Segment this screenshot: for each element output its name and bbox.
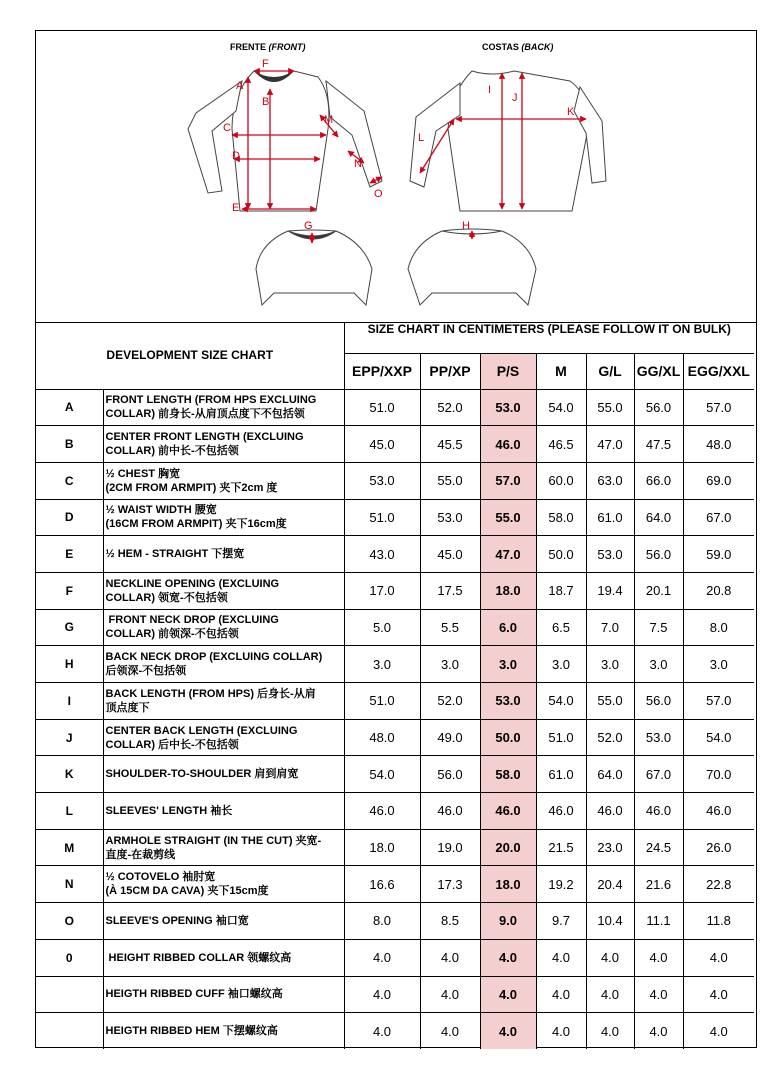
measurement-row [36, 719, 754, 756]
measurement-row [36, 536, 754, 573]
size-value: 54.0 [536, 683, 586, 720]
description-line: ARMHOLE STRAIGHT (IN THE CUT) 夹宽- [105, 834, 322, 847]
size-value: 47.0 [586, 426, 634, 463]
size-value: 64.0 [634, 499, 683, 536]
size-value: 55.0 [420, 462, 480, 499]
size-value: 3.0 [344, 646, 420, 683]
description-line: COLLAR) 前身长-从肩顶点度下不包括领 [105, 408, 305, 421]
front-view-title: FRENTE (FRONT) [230, 42, 306, 52]
letter-A: A [236, 80, 244, 92]
measurement-description [103, 939, 344, 976]
measurement-description [103, 426, 344, 463]
size-value: 59.0 [683, 536, 754, 573]
letter-M: M [324, 114, 334, 126]
size-value: 52.0 [420, 683, 480, 720]
measurement-code: B [36, 426, 103, 463]
size-value-highlight: 57.0 [480, 462, 536, 499]
measurement-row [36, 756, 754, 793]
measurement-code: C [36, 462, 103, 499]
measurement-code: K [36, 756, 103, 793]
description-line: HEIGHT RIBBED COLLAR 领螺纹高 [105, 951, 292, 964]
measurement-code: E [36, 536, 103, 573]
size-value: 46.0 [634, 793, 683, 830]
description-line: ½ COTOVELO 袖肘宽 [105, 871, 216, 884]
size-header: G/L [586, 353, 634, 389]
measurement-code: N [36, 866, 103, 903]
description-line: COLLAR) 后中长-不包括领 [105, 738, 239, 751]
size-value: 70.0 [683, 756, 754, 793]
size-value: 48.0 [683, 426, 754, 463]
measurement-code: O [36, 903, 103, 940]
size-value: 53.0 [344, 462, 420, 499]
size-value-highlight: 55.0 [480, 499, 536, 536]
size-value: 50.0 [536, 536, 586, 573]
description-line: NECKLINE OPENING (EXCLUING [105, 577, 280, 590]
description-line: COLLAR) 领宽-不包括领 [105, 591, 228, 604]
size-value: 60.0 [536, 462, 586, 499]
size-value: 56.0 [420, 756, 480, 793]
description-line: FRONT LENGTH (FROM HPS EXCLUING [105, 394, 317, 407]
measurement-description [103, 756, 344, 793]
size-value: 4.0 [536, 976, 586, 1013]
description-line: FRONT NECK DROP (EXCLUING [105, 614, 279, 627]
size-value: 19.4 [586, 572, 634, 609]
measurement-row [36, 866, 754, 903]
measurement-code: I [36, 683, 103, 720]
measurement-code: A [36, 389, 103, 426]
description-line: BACK NECK DROP (EXCLUING COLLAR) [105, 651, 323, 664]
size-value: 54.0 [344, 756, 420, 793]
description-line: 直度-在裁剪线 [105, 848, 176, 861]
measurement-description [103, 646, 344, 683]
measurement-description [103, 609, 344, 646]
measurement-code [36, 976, 103, 1013]
measurement-row [36, 829, 754, 866]
size-value: 8.0 [683, 609, 754, 646]
size-value-highlight: 20.0 [480, 829, 536, 866]
measurement-row [36, 462, 754, 499]
size-value-highlight: 4.0 [480, 1013, 536, 1050]
size-header: M [536, 353, 586, 389]
size-value: 51.0 [344, 389, 420, 426]
description-line: COLLAR) 前领深-不包括领 [105, 628, 239, 641]
size-value: 8.0 [344, 903, 420, 940]
size-value: 56.0 [634, 683, 683, 720]
letter-D: D [232, 150, 240, 162]
size-value: 48.0 [344, 719, 420, 756]
size-value: 6.5 [536, 609, 586, 646]
size-value: 17.3 [420, 866, 480, 903]
size-value: 4.0 [586, 976, 634, 1013]
letter-C: C [223, 122, 231, 134]
size-value: 61.0 [536, 756, 586, 793]
size-value: 4.0 [344, 939, 420, 976]
size-value: 46.0 [344, 793, 420, 830]
measurement-description [103, 389, 344, 426]
description-line: (2CM FROM ARMPIT) 夹下2cm 度 [105, 481, 278, 494]
size-value: 46.0 [420, 793, 480, 830]
measurement-row [36, 389, 754, 426]
measurement-description [103, 976, 344, 1013]
measurement-code: G [36, 609, 103, 646]
size-value-highlight: 46.0 [480, 426, 536, 463]
measurement-row [36, 572, 754, 609]
size-value-highlight: 3.0 [480, 646, 536, 683]
size-value: 16.6 [344, 866, 420, 903]
description-line: SLEEVE'S OPENING 袖口宽 [105, 914, 249, 927]
size-value: 56.0 [634, 536, 683, 573]
measurement-description [103, 499, 344, 536]
size-value: 53.0 [420, 499, 480, 536]
size-value: 5.0 [344, 609, 420, 646]
description-line: HEIGTH RIBBED HEM 下摆螺纹高 [105, 1025, 278, 1038]
letter-L: L [418, 132, 425, 144]
size-value-highlight: 58.0 [480, 756, 536, 793]
measurement-description [103, 793, 344, 830]
measurement-row [36, 793, 754, 830]
measurement-description [103, 719, 344, 756]
measurement-code: H [36, 646, 103, 683]
size-value: 4.0 [344, 1013, 420, 1050]
size-value-highlight: 18.0 [480, 866, 536, 903]
back-view-title: COSTAS (BACK) [482, 42, 554, 52]
size-value: 23.0 [586, 829, 634, 866]
description-line: CENTER BACK LENGTH (EXCLUING [105, 724, 298, 737]
measurement-row [36, 903, 754, 940]
size-value: 64.0 [586, 756, 634, 793]
letter-K: K [567, 106, 575, 118]
size-value: 49.0 [420, 719, 480, 756]
size-value: 10.4 [586, 903, 634, 940]
size-value: 46.0 [536, 793, 586, 830]
size-value: 3.0 [420, 646, 480, 683]
size-value: 3.0 [586, 646, 634, 683]
measurement-code: M [36, 829, 103, 866]
size-value: 21.5 [536, 829, 586, 866]
size-value: 7.0 [586, 609, 634, 646]
measurement-row [36, 976, 754, 1013]
measurement-description [103, 1013, 344, 1050]
size-value: 69.0 [683, 462, 754, 499]
measurement-code: F [36, 572, 103, 609]
size-value: 45.5 [420, 426, 480, 463]
size-value: 5.5 [420, 609, 480, 646]
measurement-code: 0 [36, 939, 103, 976]
size-value: 47.5 [634, 426, 683, 463]
description-line: BACK LENGTH (FROM HPS) 后身长-从肩 [105, 687, 316, 700]
measurement-code [36, 1013, 103, 1050]
size-value: 67.0 [683, 499, 754, 536]
size-value: 7.5 [634, 609, 683, 646]
front-neck-detail [256, 230, 372, 305]
size-value: 51.0 [344, 499, 420, 536]
measurement-description [103, 683, 344, 720]
size-value: 3.0 [536, 646, 586, 683]
description-line: CENTER FRONT LENGTH (EXCLUING [105, 431, 304, 444]
size-value: 26.0 [683, 829, 754, 866]
size-value: 45.0 [344, 426, 420, 463]
size-value-highlight: 46.0 [480, 793, 536, 830]
size-value: 18.7 [536, 572, 586, 609]
measurement-row [36, 646, 754, 683]
size-chart-title: SIZE CHART IN CENTIMETERS (PLEASE FOLLOW IT ON BULK) [367, 322, 731, 337]
letter-B: B [262, 96, 270, 108]
measurement-row [36, 609, 754, 646]
size-value: 4.0 [586, 939, 634, 976]
measurement-code: L [36, 793, 103, 830]
letter-F: F [262, 58, 269, 70]
header-title-cell [344, 322, 754, 353]
size-value: 58.0 [536, 499, 586, 536]
size-value: 17.0 [344, 572, 420, 609]
description-line: SHOULDER-TO-SHOULDER 肩到肩宽 [105, 768, 299, 781]
description-line: ½ CHEST 胸宽 [105, 467, 181, 480]
description-line: (16CM FROM ARMPIT) 夹下16cm度 [105, 518, 287, 531]
measurement-code: J [36, 719, 103, 756]
size-value: 61.0 [586, 499, 634, 536]
size-value: 24.5 [634, 829, 683, 866]
development-title: DEVELOPMENT SIZE CHART [36, 322, 344, 389]
size-value: 20.1 [634, 572, 683, 609]
size-value: 43.0 [344, 536, 420, 573]
size-value-highlight: 47.0 [480, 536, 536, 573]
description-line: (À 15CM DA CAVA) 夹下15cm度 [105, 885, 269, 898]
size-value: 4.0 [420, 976, 480, 1013]
size-header: EGG/XXL [683, 353, 754, 389]
size-value-highlight: 9.0 [480, 903, 536, 940]
size-chart-body [36, 322, 754, 1049]
size-value: 53.0 [634, 719, 683, 756]
size-header: PP/XP [420, 353, 480, 389]
size-value: 3.0 [683, 646, 754, 683]
garment-diagram [36, 31, 756, 323]
measurement-description [103, 536, 344, 573]
size-value-highlight: 50.0 [480, 719, 536, 756]
size-chart-table [36, 322, 754, 1049]
description-line: SLEEVES' LENGTH 袖长 [105, 804, 233, 817]
letter-J: J [512, 92, 518, 104]
measurement-description [103, 866, 344, 903]
letter-E: E [232, 202, 240, 214]
back-neck-detail [408, 229, 536, 305]
size-value-highlight: 4.0 [480, 939, 536, 976]
size-header: EPP/XXP [344, 353, 420, 389]
size-value: 52.0 [586, 719, 634, 756]
size-value-highlight: 18.0 [480, 572, 536, 609]
size-value: 4.0 [420, 1013, 480, 1050]
size-value: 9.7 [536, 903, 586, 940]
size-value: 67.0 [634, 756, 683, 793]
measurement-row [36, 1013, 754, 1050]
size-value: 4.0 [420, 939, 480, 976]
size-value: 52.0 [420, 389, 480, 426]
size-value: 4.0 [634, 1013, 683, 1050]
description-line: 顶点度下 [105, 701, 150, 714]
size-value: 4.0 [683, 1013, 754, 1050]
size-value: 4.0 [634, 976, 683, 1013]
size-chart-sheet [35, 30, 757, 1048]
description-line: 后领深-不包括领 [105, 665, 187, 678]
size-value: 51.0 [536, 719, 586, 756]
letter-N: N [354, 158, 362, 170]
size-value: 57.0 [683, 683, 754, 720]
size-value: 55.0 [586, 683, 634, 720]
size-value: 66.0 [634, 462, 683, 499]
size-value: 45.0 [420, 536, 480, 573]
size-value: 17.5 [420, 572, 480, 609]
size-header: GG/XL [634, 353, 683, 389]
size-value: 19.2 [536, 866, 586, 903]
measurement-row [36, 683, 754, 720]
header-title-row [36, 322, 754, 353]
size-value-highlight: 53.0 [480, 683, 536, 720]
size-value: 21.6 [634, 866, 683, 903]
measurement-description [103, 829, 344, 866]
letter-O: O [374, 188, 383, 200]
description-line: HEIGTH RIBBED CUFF 袖口螺纹高 [105, 988, 283, 1001]
size-value: 4.0 [683, 939, 754, 976]
size-value: 51.0 [344, 683, 420, 720]
size-value: 4.0 [683, 976, 754, 1013]
size-value: 46.0 [683, 793, 754, 830]
description-line: ½ WAIST WIDTH 腰宽 [105, 504, 217, 517]
size-value: 4.0 [344, 976, 420, 1013]
letter-G: G [304, 220, 313, 232]
size-value: 3.0 [634, 646, 683, 683]
size-value: 54.0 [536, 389, 586, 426]
size-header-highlight: P/S [480, 353, 536, 389]
size-value: 18.0 [344, 829, 420, 866]
front-shirt-outline [188, 71, 382, 211]
size-value: 11.8 [683, 903, 754, 940]
description-line: ½ HEM - STRAIGHT 下摆宽 [105, 548, 245, 561]
measurement-description [103, 462, 344, 499]
size-value: 19.0 [420, 829, 480, 866]
size-value: 53.0 [586, 536, 634, 573]
measurement-description [103, 903, 344, 940]
size-value: 56.0 [634, 389, 683, 426]
size-value: 63.0 [586, 462, 634, 499]
letter-I: I [488, 84, 492, 96]
measurement-code: D [36, 499, 103, 536]
size-value: 54.0 [683, 719, 754, 756]
size-value: 4.0 [536, 939, 586, 976]
measurement-row [36, 499, 754, 536]
size-value: 22.8 [683, 866, 754, 903]
size-value: 8.5 [420, 903, 480, 940]
size-value: 20.4 [586, 866, 634, 903]
size-value: 46.5 [536, 426, 586, 463]
measurement-description [103, 572, 344, 609]
size-value-highlight: 6.0 [480, 609, 536, 646]
measurement-row [36, 426, 754, 463]
size-value: 4.0 [586, 1013, 634, 1050]
size-value: 20.8 [683, 572, 754, 609]
size-value: 55.0 [586, 389, 634, 426]
letter-H: H [462, 220, 470, 232]
size-value: 46.0 [586, 793, 634, 830]
size-value: 57.0 [683, 389, 754, 426]
size-value: 4.0 [634, 939, 683, 976]
size-value: 11.1 [634, 903, 683, 940]
description-line: COLLAR) 前中长-不包括领 [105, 445, 239, 458]
size-value-highlight: 53.0 [480, 389, 536, 426]
size-value: 4.0 [536, 1013, 586, 1050]
garment-sketch [36, 31, 756, 322]
size-value-highlight: 4.0 [480, 976, 536, 1013]
measurement-row [36, 939, 754, 976]
